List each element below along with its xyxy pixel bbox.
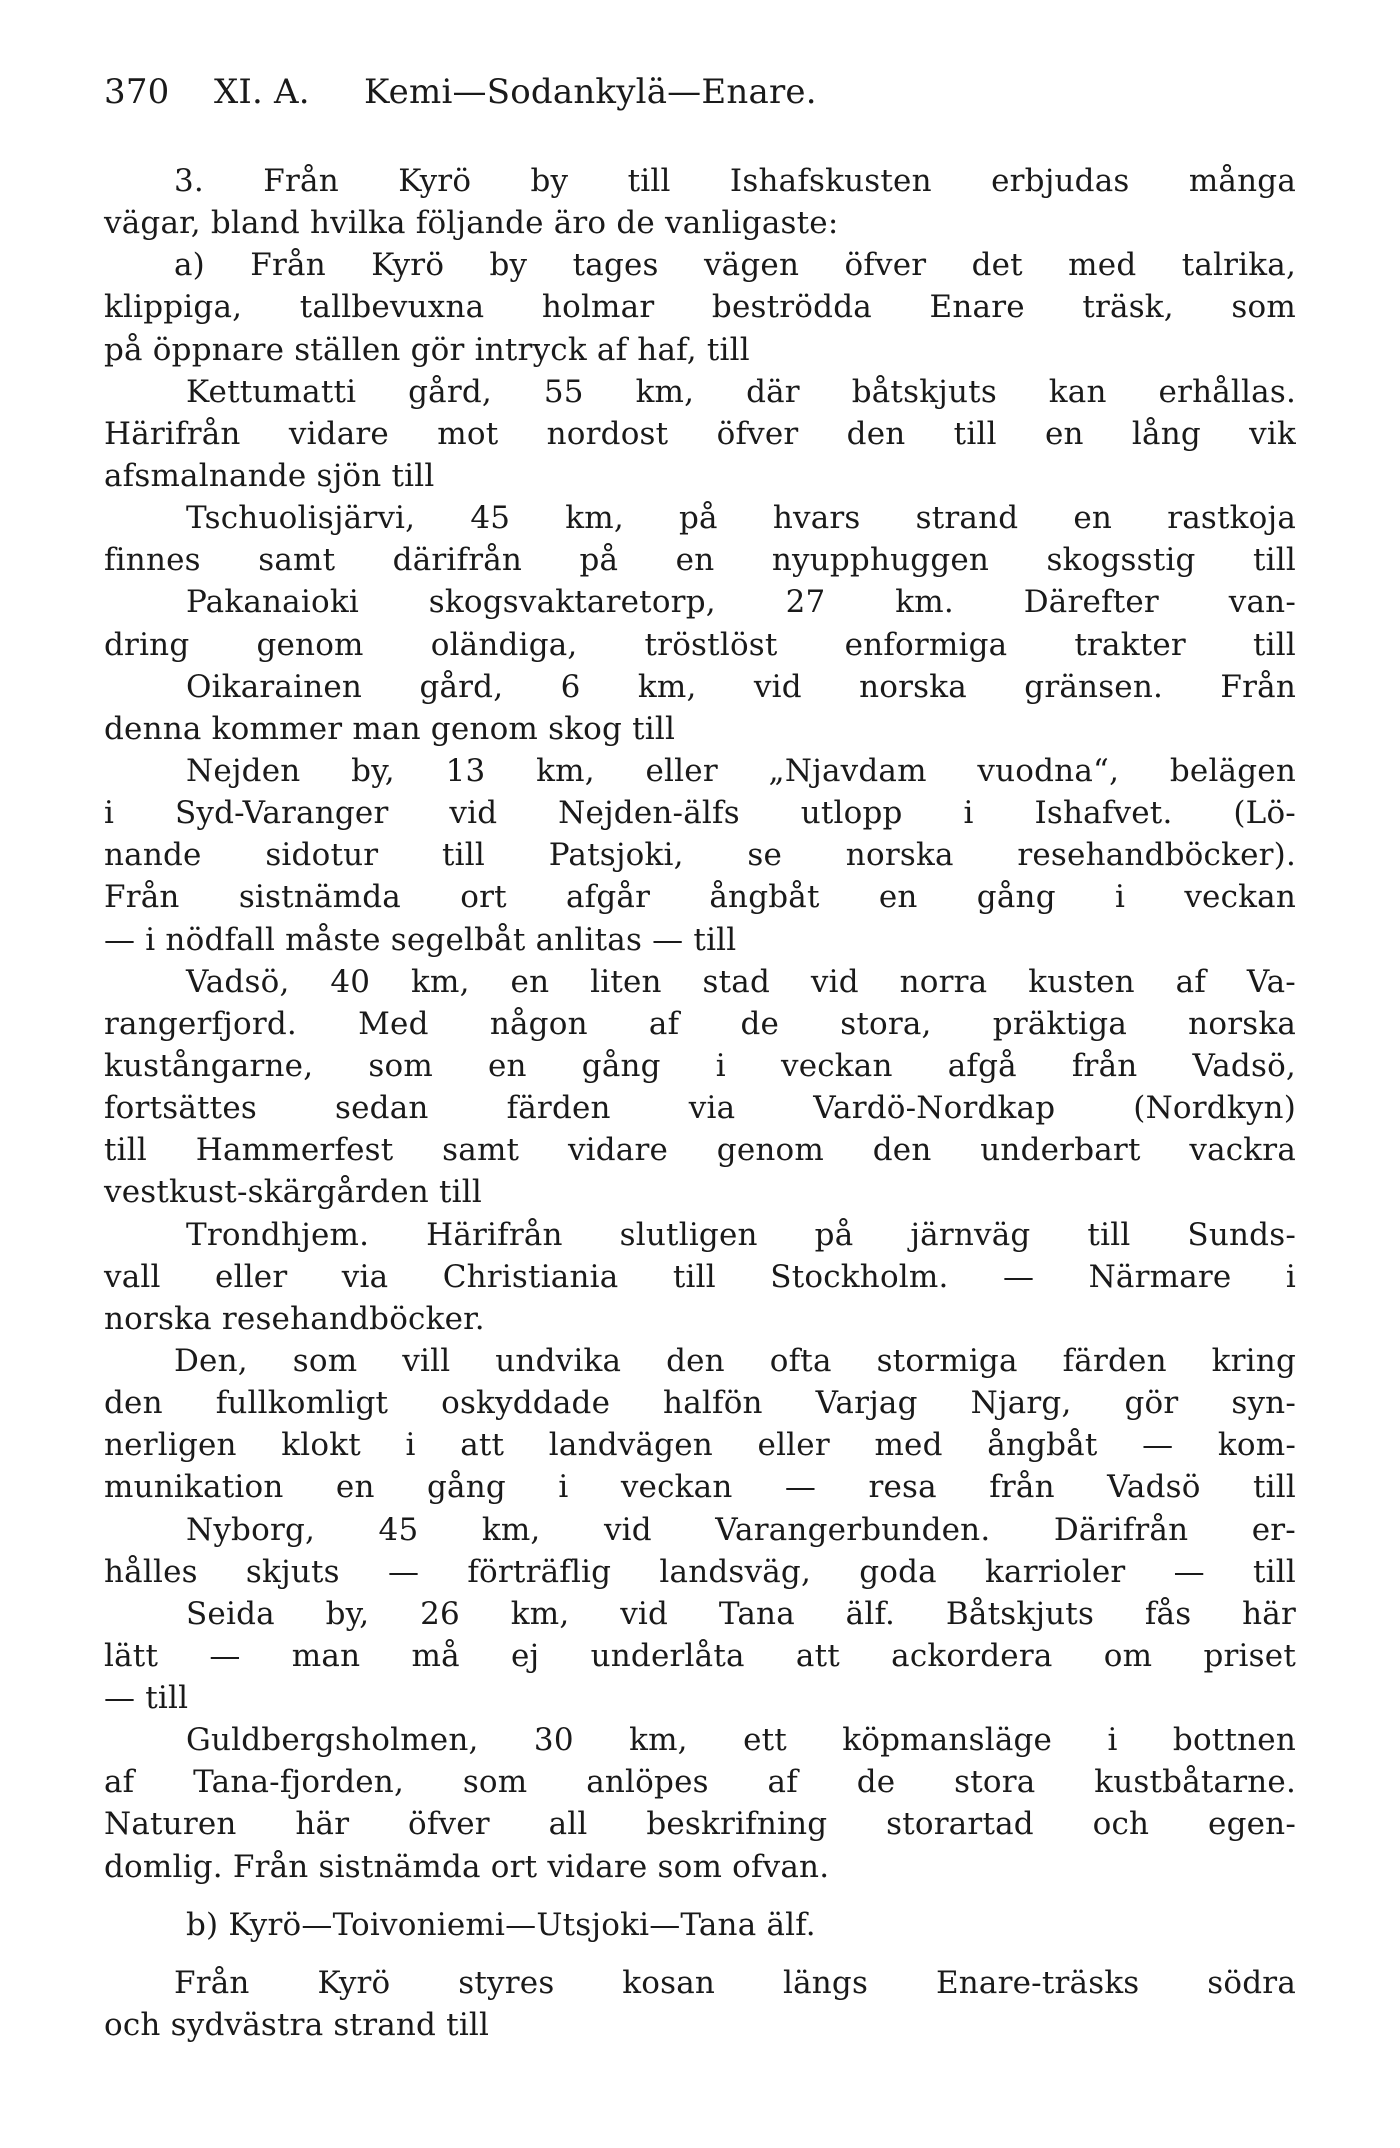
section-number: XI. A. [214,72,310,112]
text-line: afsmalnande sjön till [104,457,435,494]
text-line: rangerfjord. Med någon af de stora, präktiga norska [104,1005,1296,1042]
text-line: finnes samt därifrån på en nyupphuggen skogsstig till [104,542,1296,579]
text-line: kustångarne, som en gång i veckan afgå från Vadsö, [104,1047,1296,1084]
text-line: Naturen här öfver all beskrifning storartad och egen- [104,1806,1296,1843]
text-line: — i nödfall måste segelbåt anlitas — till [104,921,737,958]
text-line: och sydvästra strand till [104,2007,490,2044]
text-line: klippiga, tallbevuxna holmar beströdda Enare träsk, som [104,289,1296,326]
text-line: dring genom oländiga, tröstlöst enformiga trakter till [104,626,1296,663]
text-line: fortsättes sedan färden via Vardö-Nordkap (Nordkyn) [104,1090,1296,1127]
text-line: Vadsö, 40 km, en liten stad vid norra kusten af Va- [186,963,1296,1000]
text-line: lätt — man må ej underlåta att ackordera om priset [104,1637,1296,1674]
text-line: 3. Från Kyrö by till Ishafskusten erbjudas många [174,163,1296,199]
text-line: vall eller via Christiania till Stockholm. — Närmare i [104,1258,1296,1295]
text-line: Guldbergsholmen, 30 km, ett köpmansläge i bottnen [186,1722,1296,1759]
text-body [104,160,1296,2046]
text-line: i Syd-Varanger vid Nejden-älfs utlopp i Ishafvet. (Lö- [104,795,1296,832]
text-line: a) Från Kyrö by tages vägen öfver det med talrika, [174,247,1296,284]
text-line: — till [104,1680,189,1717]
text-line: nande sidotur till Patsjoki, se norska resehandböcker). [104,837,1296,874]
route-title: Kemi—Sodankylä—Enare. [364,72,817,112]
text-line: norska resehandböcker. [104,1300,485,1337]
text-line: Den, som vill undvika den ofta stormiga färden kring [174,1342,1296,1379]
text-line: på öppnare ställen gör intryck af haf, till [104,331,750,368]
text-line: hålles skjuts — förträflig landsväg, goda karrioler — till [104,1553,1296,1590]
page-number: 370 [104,72,170,112]
text-line: Från Kyrö styres kosan längs Enare-träsks södra [174,1964,1296,2001]
text-line: Pakanaioki skogsvaktaretorp, 27 km. Därefter van- [186,584,1296,621]
text-line: Trondhjem. Härifrån slutligen på järnväg till Sunds- [186,1216,1296,1253]
running-header [104,72,817,112]
text-line: Nyborg, 45 km, vid Varangerbunden. Därifrån er- [186,1511,1296,1548]
text-line: Nejden by, 13 km, eller „Njavdam vuodna“, belägen [186,752,1296,789]
text-line: Kettumatti gård, 55 km, där båtskjuts kan erhållas. [186,373,1296,410]
text-line: den fullkomligt oskyddade halfön Varjag Njarg, gör syn- [104,1385,1296,1422]
text-line: Tschuolisjärvi, 45 km, på hvars strand en rastkoja [186,500,1296,537]
text-line: Seida by, 26 km, vid Tana älf. Båtskjuts fås här [186,1595,1296,1632]
text-line: Oikarainen gård, 6 km, vid norska gränsen. Från [186,668,1296,705]
text-line: Härifrån vidare mot nordost öfver den till en lång vik [104,415,1296,452]
text-line: vestkust-skärgården till [104,1174,482,1211]
text-line: nerligen klokt i att landvägen eller med ångbåt — kom- [104,1427,1296,1464]
subsection-heading: b) Kyrö—Toivoniemi—Utsjoki—Tana älf. [186,1906,816,1943]
text-line: till Hammerfest samt vidare genom den underbart vackra [104,1132,1296,1169]
text-line: domlig. Från sistnämda ort vidare som ofvan. [104,1848,830,1885]
text-line: vägar, bland hvilka följande äro de vanligaste: [104,205,839,242]
text-line: munikation en gång i veckan — resa från Vadsö till [104,1469,1296,1506]
text-line: af Tana-fjorden, som anlöpes af de stora kustbåtarne. [104,1764,1296,1801]
text-line: denna kommer man genom skog till [104,710,676,747]
text-line: Från sistnämda ort afgår ångbåt en gång i veckan [104,879,1296,916]
